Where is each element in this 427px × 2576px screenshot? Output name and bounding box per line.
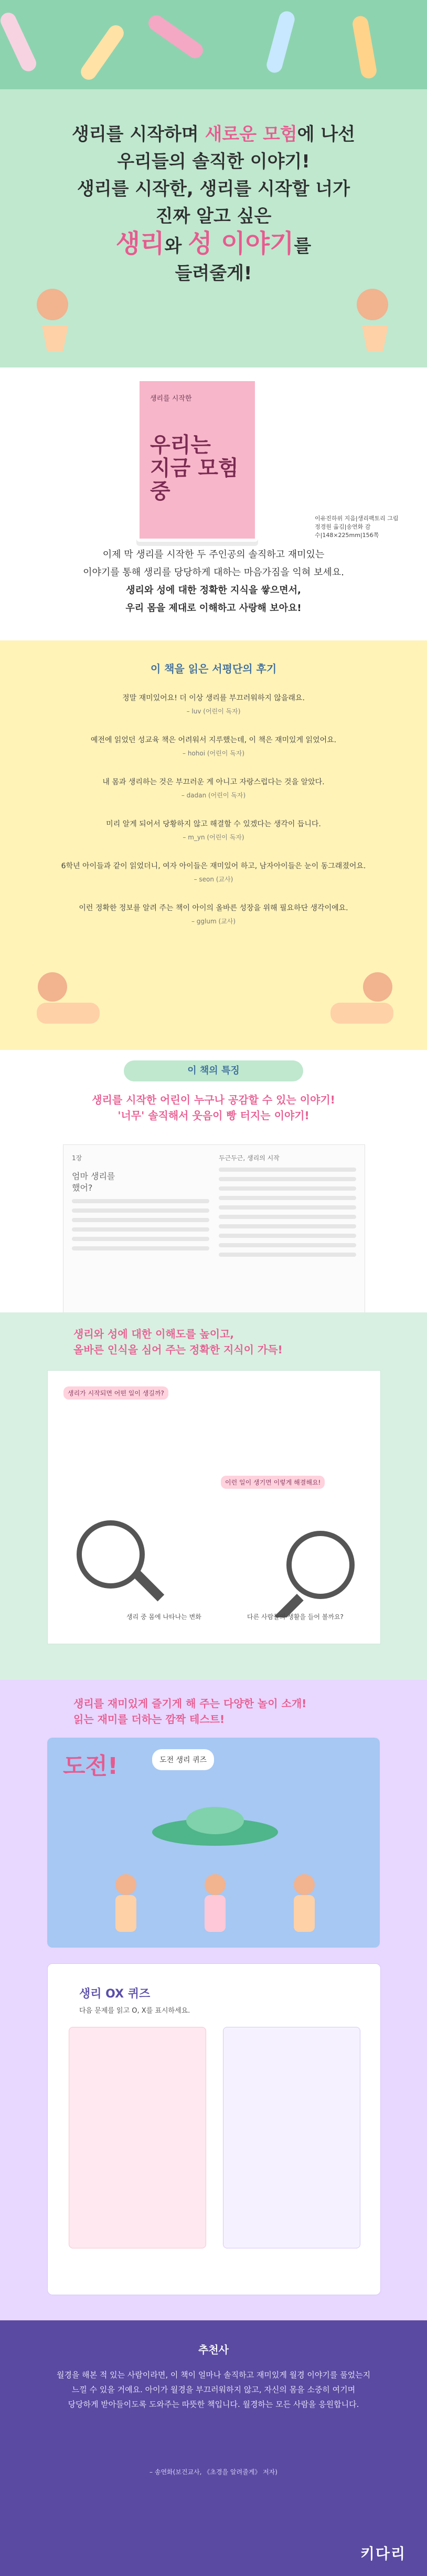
review-quote: 내 몸과 생리하는 것은 부끄러운 게 아니고 자랑스럽다는 것을 알았다. (102, 778, 325, 786)
review-quote: 6학년 아이들과 같이 읽었더니, 여자 아이들은 재미있어 하고, 남자아이들은 눈이 동그래졌어요. (61, 862, 366, 870)
text-line (219, 1168, 356, 1172)
knowledge-tag-2: 이런 일이 생기면 이렇게 해결해요! (221, 1476, 325, 1489)
review-author: – seon (교사) (194, 876, 233, 883)
intro-paragraph-3: 생리와 성에 대한 정확한 지식을 쌓으면서, (126, 585, 301, 596)
book-cover (136, 378, 258, 542)
recommendation-paragraph-2: 느낄 수 있을 거예요. 아이가 월경을 부끄러워하지 않고, 자신의 몸을 소중히 여기며 (71, 2385, 356, 2394)
hero-line-3: 생리를 시작한, 생리를 시작할 너가 (77, 178, 350, 199)
hero-line-1-accent: 새로운 모험 (205, 124, 297, 145)
quiz-title: 생리 OX 퀴즈 (79, 1988, 151, 2001)
reading-girl-illustration-right (304, 955, 409, 1039)
magnifier-icon (63, 1507, 168, 1612)
knowledge-lead (73, 1326, 367, 1358)
hero-line-1-pre: 생리를 시작하며 (71, 124, 205, 145)
intro-paragraph-2: 이야기를 통해 생리를 당당하게 대하는 마음가짐을 익혀 보세요. (83, 567, 344, 578)
spread-note: 두근두근, 생리의 시작 (219, 1154, 280, 1162)
text-line (219, 1186, 356, 1191)
hero-line-5-accent-2: 성 이야기 (188, 229, 294, 258)
text-line (219, 1243, 356, 1247)
book-cover-top: 생리를 시작한 (150, 395, 192, 403)
spread-text-lines (72, 1199, 209, 1250)
knowledge-label-2: 다른 사람들의 생활을 들어 볼까요? (247, 1613, 344, 1621)
ufo-icon (142, 1795, 289, 1858)
knowledge-panel (47, 1370, 381, 1644)
quiz-page (47, 1963, 381, 2295)
pad-illustration-icon (145, 12, 206, 61)
review-item (31, 819, 396, 842)
text-line (219, 1196, 356, 1200)
text-line (72, 1199, 209, 1203)
intro-paragraph-1: 이제 막 생리를 시작한 두 주인공의 솔직하고 재미있는 (102, 549, 325, 560)
quiz-hint: 다음 문제를 읽고 O, X를 표시하세요. (79, 2007, 190, 2015)
features-lead-2: '너무' 솔직해서 웃음이 빵 터지는 이야기! (118, 1109, 309, 1122)
knowledge-tag-1: 생리가 시작되면 어떤 일이 생길까? (63, 1386, 168, 1400)
spread-title: 엄마 생리를 했어? (72, 1171, 115, 1193)
hero-line-1 (0, 121, 427, 148)
knowledge-lead-1: 생리와 성에 대한 이해도를 높이고, (73, 1328, 234, 1340)
reviews-section (0, 640, 427, 1050)
review-author: – m_yn (어린이 독자) (183, 834, 244, 841)
knowledge-lead-2: 올바른 인식을 심어 주는 정확한 지식이 가득! (73, 1343, 283, 1356)
features-section (0, 1050, 427, 1312)
game-banner: 도전! (63, 1753, 119, 1780)
text-line (72, 1227, 209, 1232)
quiz-box (69, 2027, 206, 2248)
spread-text-lines (219, 1168, 356, 1257)
review-quote: 정말 재미있어요! 더 이상 생리를 부끄러워하지 않을래요. (122, 694, 305, 702)
review-author: – luv (어린이 독자) (186, 708, 241, 715)
text-line (72, 1246, 209, 1250)
girl-illustration-left (21, 273, 105, 357)
girl-illustration-right (325, 273, 409, 357)
intro-text (31, 546, 396, 617)
text-line (72, 1218, 209, 1222)
text-line (219, 1234, 356, 1238)
hero-line-5-mid: 와 (164, 236, 188, 257)
recommendation-paragraph-3: 당당하게 받아들이도록 도와주는 따뜻한 책입니다. 월경하는 모든 사람을 응원합니다. (68, 2400, 359, 2409)
review-item (31, 861, 396, 884)
review-item (31, 735, 396, 758)
intro-section (0, 367, 427, 640)
games-lead (73, 1696, 367, 1727)
book-spread-left-page (72, 1153, 209, 1300)
hero-line-5-post: 를 (294, 236, 312, 257)
hero-line-5-accent-1: 생리 (115, 229, 165, 258)
features-badge: 이 책의 특징 (124, 1060, 303, 1081)
text-line (72, 1237, 209, 1241)
reading-girl-illustration-left (21, 955, 126, 1039)
game-illustration (47, 1738, 380, 1948)
review-quote: 예전에 읽었던 성교육 책은 어려워서 지루했는데, 이 책은 재미있게 읽었어요. (90, 736, 337, 744)
games-section (0, 1680, 427, 2320)
book-cover-title-line-1: 우리는 (150, 433, 211, 457)
pad-illustration-icon (0, 10, 39, 73)
cup-illustration-icon (265, 9, 296, 75)
tampon-illustration-icon (78, 22, 126, 83)
reviews-header: 이 책을 읽은 서평단의 후기 (150, 663, 277, 675)
recommendation-header: 추천사 (198, 2343, 229, 2356)
recommendation-section (0, 2320, 427, 2576)
spread-chapter: 1장 (72, 1154, 82, 1162)
text-line (219, 1253, 356, 1257)
review-item (31, 903, 396, 926)
game-speech-bubble: 도전 생리 퀴즈 (152, 1749, 214, 1770)
knowledge-label-1: 생리 중 몸에 나타나는 변화 (126, 1613, 201, 1621)
review-author: – dadan (어린이 독자) (181, 792, 246, 799)
games-lead-2: 읽는 재미를 더하는 깜짝 테스트! (73, 1713, 225, 1726)
quiz-box (223, 2027, 360, 2248)
hero-line-5 (0, 230, 427, 260)
hero-line-4: 진짜 알고 싶은 (155, 206, 272, 227)
pad-illustration-icon (351, 15, 378, 79)
intro-paragraph-4: 우리 몸을 제대로 이해하고 사랑해 보아요! (125, 603, 302, 614)
features-lead (31, 1092, 396, 1123)
book-cover-title (150, 434, 255, 503)
book-meta: 이유진하위 지음|생리팩토리 그림 정경원 옮김|송연화 감수|148×225mm|156쪽 (315, 515, 399, 539)
text-line (219, 1224, 356, 1228)
hero-illustration-strip (0, 0, 427, 89)
recommendation-source: – 송연화(보건교사, 《초경을 알려줄게》 저자) (150, 2468, 277, 2476)
review-quote: 미리 알게 되어서 당황하지 않고 해결할 수 있겠다는 생각이 듭니다. (106, 820, 321, 828)
hero-line-2: 우리들의 솔직한 이야기! (117, 151, 310, 172)
book-cover-title-line-2: 지금 모험 중 (150, 456, 239, 503)
review-quote: 이런 정확한 정보를 알려 주는 책이 아이의 올바른 성장을 위해 필요하단 생각이에요. (79, 904, 348, 912)
text-line (72, 1208, 209, 1213)
text-line (219, 1205, 356, 1210)
review-author: – hohoi (어린이 독자) (183, 750, 244, 757)
book-spread (63, 1144, 365, 1313)
games-lead-1: 생리를 재미있게 즐기게 해 주는 다양한 놀이 소개! (73, 1697, 307, 1710)
girls-illustration (79, 1864, 351, 1942)
text-line (219, 1177, 356, 1181)
recommendation-text (47, 2368, 380, 2412)
book-spread-right-page (219, 1153, 356, 1300)
features-lead-1: 생리를 시작한 어린이 누구나 공감할 수 있는 이야기! (92, 1094, 335, 1106)
review-item (31, 777, 396, 800)
text-line (219, 1215, 356, 1219)
magnifier-icon (273, 1518, 373, 1617)
hero-line-1-post: 에 나선 (297, 124, 356, 145)
review-author: – gglum (교사) (191, 918, 236, 925)
hero-title (0, 121, 427, 287)
recommendation-paragraph-1: 월경을 해본 적 있는 사람이라면, 이 책이 얼마나 솔직하고 재미있게 월경 이야기를 풀었는지 (56, 2370, 371, 2380)
hero-line-6: 들려줄게! (175, 263, 252, 284)
publisher-logo: 키다리 (360, 2545, 406, 2562)
hero-section (0, 0, 427, 367)
review-item (31, 693, 396, 716)
knowledge-section (0, 1312, 427, 1680)
